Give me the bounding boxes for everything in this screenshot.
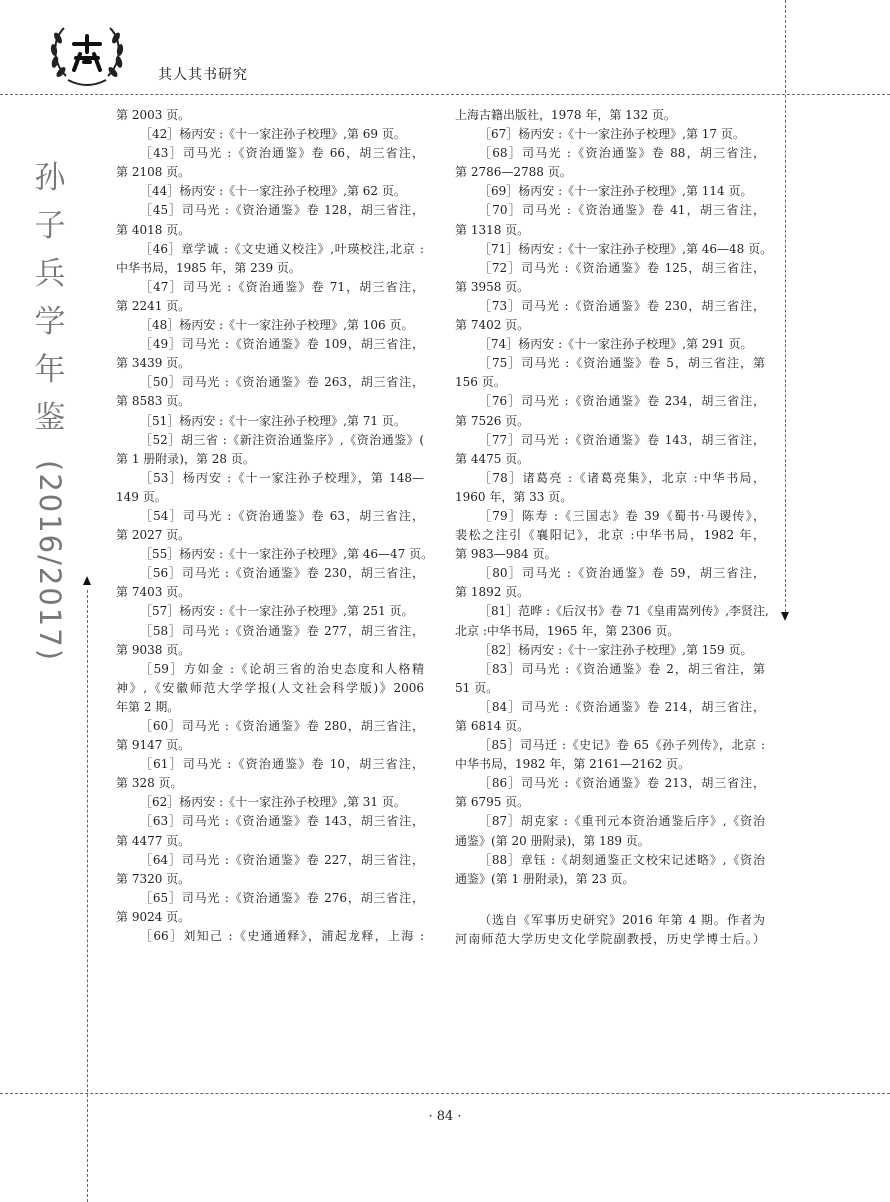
text-line: ［70］司马光 :《资治通鉴》卷 41，胡三省注， bbox=[479, 203, 765, 218]
text-line: ［65］司马光 :《资治通鉴》卷 276，胡三省注， bbox=[140, 890, 424, 905]
text-line: 第 3958 页。 bbox=[455, 279, 530, 294]
left-text-column bbox=[116, 106, 434, 946]
running-head: 其人其书研究 bbox=[158, 67, 248, 83]
text-line: ［52］胡三省 :《新注资治通鉴序》,《资治通鉴》( bbox=[140, 432, 424, 447]
text-line: ［71］杨丙安 :《十一家注孙子校理》,第 46—48 页。 bbox=[479, 241, 773, 256]
bottom-dashed-rule bbox=[0, 1093, 890, 1094]
text-line: ［68］司马光 :《资治通鉴》卷 88，胡三省注， bbox=[479, 146, 765, 161]
text-line: ［59］方如金 :《论胡三省的治史态度和人格精 bbox=[140, 661, 424, 676]
text-line: 第 2108 页。 bbox=[116, 165, 191, 180]
text-line: ［49］司马光 :《资治通鉴》卷 109，胡三省注， bbox=[140, 337, 424, 352]
text-line: 第 4475 页。 bbox=[455, 451, 530, 466]
text-line: ［74］杨丙安 :《十一家注孙子校理》,第 291 页。 bbox=[479, 337, 753, 352]
text-line: 中华书局，1982 年，第 2161—2162 页。 bbox=[455, 757, 691, 772]
text-line: 第 1318 页。 bbox=[455, 222, 530, 237]
text-line: ［56］司马光 :《资治通鉴》卷 230，胡三省注， bbox=[140, 566, 424, 581]
text-line: 第 9024 页。 bbox=[116, 909, 191, 924]
text-line: 第 1892 页。 bbox=[455, 585, 530, 600]
paragraph-gap bbox=[455, 889, 765, 911]
text-line: 1960 年，第 33 页。 bbox=[455, 489, 573, 504]
text-line: 第 3439 页。 bbox=[116, 356, 191, 371]
text-line: ［75］司马光 :《资治通鉴》卷 5，胡三省注，第 bbox=[479, 356, 765, 371]
text-line: 通鉴》(第 20 册附录)，第 189 页。 bbox=[455, 833, 650, 848]
text-line: ［63］司马光 :《资治通鉴》卷 143，胡三省注， bbox=[140, 814, 424, 829]
text-line: 第 2786—2788 页。 bbox=[455, 165, 572, 180]
text-line: ［57］杨丙安 :《十一家注孙子校理》,第 251 页。 bbox=[140, 604, 414, 619]
text-line: 第 4477 页。 bbox=[116, 833, 191, 848]
text-line: ［80］司马光 :《资治通鉴》卷 59，胡三省注， bbox=[479, 566, 765, 581]
text-line: ［87］胡克家 :《重刊元本资治通鉴后序》,《资治 bbox=[479, 814, 765, 829]
text-line: 上海古籍出版社，1978 年，第 132 页。 bbox=[455, 108, 676, 122]
text-line: ［84］司马光 :《资治通鉴》卷 214，胡三省注， bbox=[479, 699, 765, 714]
text-line: ［67］杨丙安 :《十一家注孙子校理》,第 17 页。 bbox=[479, 127, 745, 142]
text-line: ［86］司马光 :《资治通鉴》卷 213，胡三省注， bbox=[479, 776, 765, 791]
right-dashed-rule bbox=[785, 0, 786, 612]
right-text-column bbox=[455, 106, 773, 949]
text-line: ［43］司马光 :《资治通鉴》卷 66，胡三省注， bbox=[140, 146, 424, 161]
text-line: ［55］杨丙安 :《十一家注孙子校理》,第 46—47 页。 bbox=[140, 547, 434, 562]
text-line: 裴松之注引《襄阳记》，北京 :中华书局，1982 年， bbox=[455, 528, 765, 543]
title-year: (2016/2017) bbox=[33, 459, 67, 662]
text-line: ［54］司马光 :《资治通鉴》卷 63，胡三省注， bbox=[140, 508, 424, 523]
text-line: ［47］司马光 :《资治通鉴》卷 71，胡三省注， bbox=[140, 279, 424, 294]
page-number: · 84 · bbox=[428, 1109, 462, 1124]
text-line: 156 页。 bbox=[455, 375, 506, 390]
text-line: 通鉴》(第 1 册附录)，第 23 页。 bbox=[455, 871, 635, 886]
text-line: ［45］司马光 :《资治通鉴》卷 128，胡三省注， bbox=[140, 203, 424, 218]
top-dashed-rule bbox=[0, 94, 890, 95]
title-char: 年 bbox=[34, 352, 66, 388]
text-line: 中华书局，1985 年，第 239 页。 bbox=[116, 260, 301, 275]
text-line: 第 6795 页。 bbox=[455, 795, 530, 810]
text-line: 第 328 页。 bbox=[116, 776, 183, 791]
text-line: ［66］刘知己 :《史通通释》，浦起龙释，上海 : bbox=[140, 929, 424, 944]
text-line: ［64］司马光 :《资治通鉴》卷 227，胡三省注， bbox=[140, 852, 424, 867]
text-line: ［73］司马光 :《资治通鉴》卷 230，胡三省注， bbox=[479, 298, 765, 313]
text-line: 第 9147 页。 bbox=[116, 738, 191, 753]
text-line: ［46］章学诚 :《文史通义校注》,叶瑛校注,北京 : bbox=[140, 241, 424, 256]
laurel-emblem-logo bbox=[44, 18, 130, 92]
title-char: 鉴 bbox=[34, 400, 66, 436]
text-line: ［53］杨丙安 :《十一家注孙子校理》，第 148— bbox=[140, 470, 424, 485]
text-line: 149 页。 bbox=[116, 489, 167, 504]
text-line: 第 6814 页。 bbox=[455, 719, 530, 733]
text-line: ［78］诸葛亮 :《诸葛亮集》，北京 :中华书局， bbox=[479, 470, 765, 485]
text-line: ［44］杨丙安 :《十一家注孙子校理》,第 62 页。 bbox=[140, 184, 406, 199]
text-line: 51 页。 bbox=[455, 680, 499, 695]
text-line: ［76］司马光 :《资治通鉴》卷 234，胡三省注， bbox=[479, 394, 765, 409]
text-line: 河南师范大学历史文化学院副教授，历史学博士后。） bbox=[455, 931, 765, 946]
text-line: 北京 :中华书局，1965 年，第 2306 页。 bbox=[455, 623, 680, 638]
text-line: ［51］杨丙安 :《十一家注孙子校理》,第 71 页。 bbox=[140, 413, 406, 428]
text-line: ［72］司马光 :《资治通鉴》卷 125，胡三省注， bbox=[479, 260, 765, 275]
text-line: 第 8583 页。 bbox=[116, 394, 191, 409]
text-line: ［79］陈寿 :《三国志》卷 39《蜀书·马谡传》， bbox=[479, 508, 765, 523]
title-char: 子 bbox=[34, 208, 66, 244]
title-char: 学 bbox=[34, 304, 66, 340]
text-line: ［81］范晔 :《后汉书》卷 71《皇甫嵩列传》,李贤注, bbox=[479, 604, 769, 619]
text-line: ［77］司马光 :《资治通鉴》卷 143，胡三省注， bbox=[479, 432, 765, 447]
text-line: ［85］司马迁 :《史记》卷 65《孙子列传》，北京 : bbox=[479, 738, 765, 753]
text-line: 第 7402 页。 bbox=[455, 318, 530, 333]
text-line: ［58］司马光 :《资治通鉴》卷 277，胡三省注， bbox=[140, 623, 424, 638]
text-line: 第 4018 页。 bbox=[116, 222, 191, 237]
text-line: ［42］杨丙安 :《十一家注孙子校理》,第 69 页。 bbox=[140, 127, 406, 142]
title-char: 兵 bbox=[34, 256, 66, 292]
text-line: （选自《军事历史研究》2016 年第 4 期。作者为 bbox=[479, 912, 765, 927]
text-line: ［61］司马光 :《资治通鉴》卷 10，胡三省注， bbox=[140, 757, 424, 772]
text-line: ［83］司马光 :《资治通鉴》卷 2，胡三省注，第 bbox=[479, 661, 765, 676]
text-line: 第 983—984 页。 bbox=[455, 547, 557, 562]
text-line: ［62］杨丙安 :《十一家注孙子校理》,第 31 页。 bbox=[140, 795, 406, 810]
up-arrow-icon bbox=[83, 576, 91, 585]
text-line: 第 7526 页。 bbox=[455, 413, 530, 428]
text-line: 第 9038 页。 bbox=[116, 642, 191, 657]
text-line: 神》,《安徽师范大学学报(人文社会科学版)》2006 bbox=[116, 680, 424, 695]
text-line: 第 2241 页。 bbox=[116, 298, 191, 313]
text-line: 第 2027 页。 bbox=[116, 528, 191, 543]
text-line: 年第 2 期。 bbox=[116, 699, 180, 714]
text-line: 第 2003 页。 bbox=[116, 108, 191, 122]
text-line: ［50］司马光 :《资治通鉴》卷 263，胡三省注， bbox=[140, 375, 424, 390]
text-line: ［60］司马光 :《资治通鉴》卷 280，胡三省注， bbox=[140, 719, 424, 733]
text-line: ［88］章钰 :《胡刻通鉴正文校宋记述略》,《资治 bbox=[479, 852, 765, 867]
text-line: 第 7403 页。 bbox=[116, 585, 191, 600]
title-char: 孙 bbox=[34, 160, 66, 196]
text-line: ［82］杨丙安 :《十一家注孙子校理》,第 159 页。 bbox=[479, 642, 753, 657]
text-line: 第 7320 页。 bbox=[116, 871, 191, 886]
text-line: ［48］杨丙安 :《十一家注孙子校理》,第 106 页。 bbox=[140, 318, 414, 333]
text-line: ［69］杨丙安 :《十一家注孙子校理》,第 114 页。 bbox=[479, 184, 753, 199]
down-arrow-icon bbox=[781, 612, 789, 621]
vertical-book-title bbox=[28, 158, 72, 676]
text-line: 第 1 册附录)，第 28 页。 bbox=[116, 451, 255, 466]
